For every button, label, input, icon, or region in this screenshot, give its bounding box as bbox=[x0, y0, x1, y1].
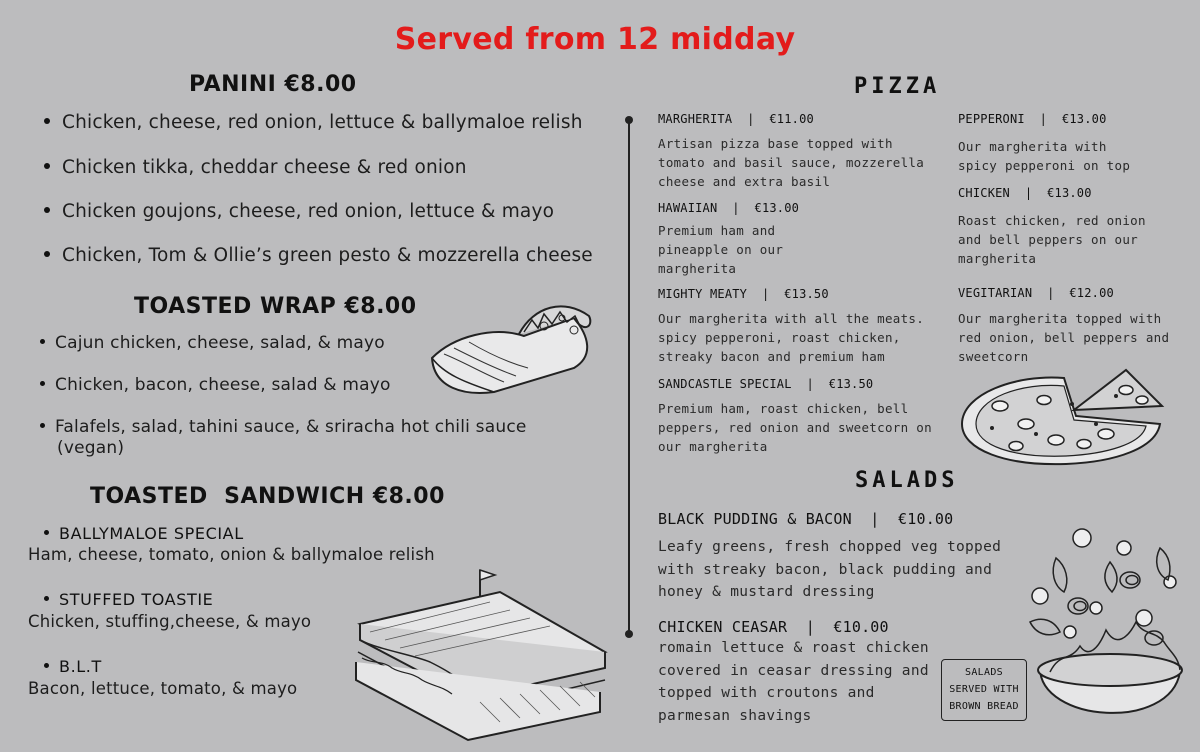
sandwich-item-name: B.L.T bbox=[44, 657, 102, 676]
wrap-heading: TOASTED WRAP €8.00 bbox=[134, 294, 417, 319]
pizza-name: CHICKEN | €13.00 bbox=[958, 186, 1092, 200]
served-from-title: Served from 12 midday bbox=[394, 22, 796, 57]
pizza-name: SANDCASTLE SPECIAL | €13.50 bbox=[658, 377, 874, 391]
sandwich-item-desc: Bacon, lettuce, tomato, & mayo bbox=[28, 679, 298, 698]
panini-item: Chicken, cheese, red onion, lettuce & ballymaloe relish bbox=[44, 112, 583, 133]
sandwich-item-desc: Ham, cheese, tomato, onion & ballymaloe relish bbox=[28, 545, 435, 564]
salad-desc: Leafy greens, fresh chopped veg topped with streaky bacon, black pudding and honey & mustard dressing bbox=[658, 539, 1002, 600]
wrap-item: Chicken, bacon, cheese, salad & mayo bbox=[40, 375, 391, 395]
panini-item: Chicken goujons, cheese, red onion, lettuce & mayo bbox=[44, 201, 554, 222]
pizza-desc: Artisan pizza base topped with tomato and basil sauce, mozzerella cheese and extra basil bbox=[658, 136, 925, 189]
salad-name: BLACK PUDDING & BACON | €10.00 bbox=[658, 510, 954, 528]
wrap-item: Cajun chicken, cheese, salad, & mayo bbox=[40, 333, 385, 353]
pizza-desc: Premium ham and pineapple on our margherita bbox=[658, 223, 784, 276]
salad-note-badge: SALADS SERVED WITH BROWN BREAD bbox=[941, 659, 1027, 721]
panini-item: Chicken tikka, cheddar cheese & red onion bbox=[44, 157, 467, 178]
salad-bowl-illustration bbox=[1020, 522, 1192, 742]
pizza-illustration bbox=[956, 364, 1168, 470]
pizza-desc: Our margherita with all the meats. spicy pepperoni, roast chicken, streaky bacon and premium ham bbox=[658, 311, 925, 364]
sandwich-heading: TOASTED SANDWICH €8.00 bbox=[90, 484, 445, 509]
panini-item: Chicken, Tom & Ollie’s green pesto & mozzerella cheese bbox=[44, 245, 593, 266]
salads-heading: SALADS bbox=[855, 468, 959, 493]
pizza-heading: PIZZA bbox=[854, 74, 941, 99]
sandwich-item-desc: Chicken, stuffing,cheese, & mayo bbox=[28, 612, 312, 631]
pizza-name: MIGHTY MEATY | €13.50 bbox=[658, 287, 829, 301]
pizza-name: HAWAIIAN | €13.00 bbox=[658, 201, 800, 215]
wrap-item: Falafels, salad, tahini sauce, & sriracha hot chili sauce bbox=[40, 417, 527, 437]
column-divider bbox=[622, 114, 636, 640]
pizza-name: MARGHERITA | €11.00 bbox=[658, 112, 814, 126]
salad-name: CHICKEN CEASAR | €10.00 bbox=[658, 618, 889, 636]
pizza-name: PEPPERONI | €13.00 bbox=[958, 112, 1107, 126]
pizza-desc: Roast chicken, red onion and bell peppers on our margherita bbox=[958, 213, 1146, 266]
wrap-item-vegan-note: (vegan) bbox=[57, 438, 125, 458]
salad-desc: romain lettuce & roast chicken covered in ceasar dressing and topped with croutons and parmesan shavings bbox=[658, 640, 929, 724]
sandwich-item-name: BALLYMALOE SPECIAL bbox=[44, 524, 244, 543]
pizza-desc: Our margherita with spicy pepperoni on top bbox=[958, 139, 1131, 173]
sandwich-illustration bbox=[350, 562, 615, 747]
pizza-desc: Premium ham, roast chicken, bell peppers, red onion and sweetcorn on our margherita bbox=[658, 401, 932, 454]
pizza-desc: Our margherita topped with red onion, bell peppers and sweetcorn bbox=[958, 311, 1170, 364]
pizza-name: VEGITARIAN | €12.00 bbox=[958, 286, 1114, 300]
wrap-illustration bbox=[424, 296, 604, 396]
sandwich-item-name: STUFFED TOASTIE bbox=[44, 590, 213, 609]
panini-heading: PANINI €8.00 bbox=[189, 72, 357, 97]
